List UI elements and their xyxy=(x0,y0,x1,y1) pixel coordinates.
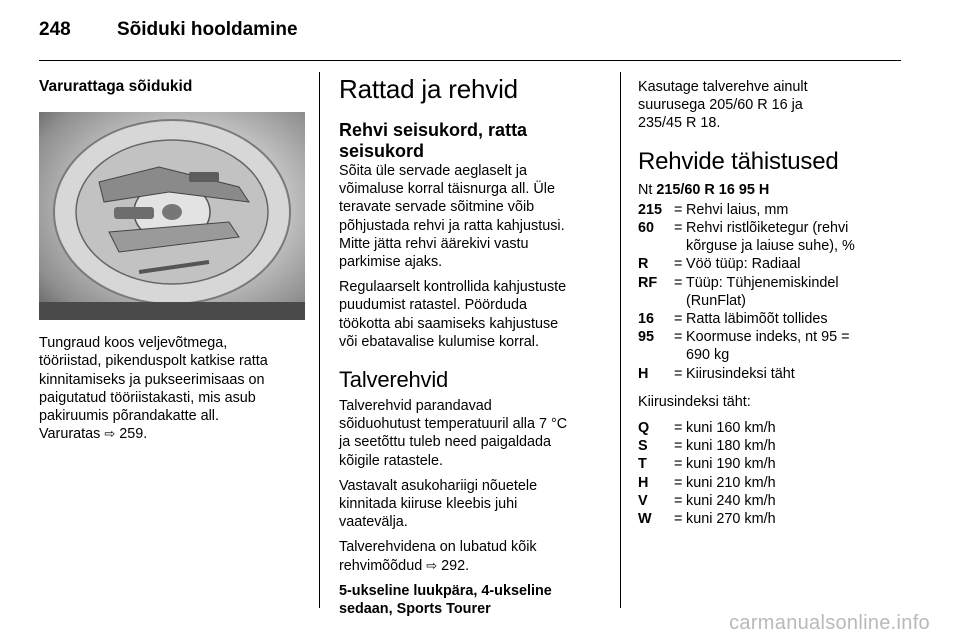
definition-desc xyxy=(686,274,908,310)
ref-page: 292. xyxy=(441,557,470,574)
definition-desc xyxy=(686,310,908,328)
paragraph-winter-sizes xyxy=(638,78,908,133)
p-line: kinnitada kiiruse kleebis juhi xyxy=(339,496,518,513)
p-line: Sõita üle servade aeglaselt ja xyxy=(339,163,527,179)
spare-wheel-heading: Varurattaga sõidukid xyxy=(39,78,193,95)
speed-row xyxy=(638,510,908,528)
equals-sign: = xyxy=(674,256,683,273)
ref-arrow-icon: ⇨ xyxy=(426,557,438,573)
speed-term: W xyxy=(638,511,652,528)
desc-line: Kiirusindeksi täht xyxy=(686,365,795,382)
markings-definition-list xyxy=(638,201,908,383)
p-line: Mitte jätta rehvi äärekivi vastu xyxy=(339,235,529,252)
definition-row xyxy=(638,201,908,219)
section-title: Rattad ja rehvid xyxy=(339,74,518,104)
p-line: teravate servade sõitmine võib xyxy=(339,199,535,216)
definition-desc xyxy=(686,365,908,383)
cross-reference[interactable] xyxy=(39,425,307,443)
speed-row xyxy=(638,492,908,510)
column-divider-2 xyxy=(620,72,621,608)
p-line: puudumist ratastel. Pöörduda xyxy=(339,297,527,314)
equals-sign: = xyxy=(674,201,683,218)
ref-page: 259. xyxy=(119,426,148,443)
equals-sign: = xyxy=(674,329,683,346)
p-line: Regulaarselt kontrollida kahjustuste xyxy=(339,279,567,296)
definition-desc xyxy=(686,201,908,219)
condition-subtitle: Rehvi seisukord, ratta seisukord xyxy=(339,120,528,161)
definition-term: 215 xyxy=(638,201,663,218)
p-line: parkimise ajaks. xyxy=(339,254,443,271)
speed-index-list xyxy=(638,419,908,528)
equals-sign: = xyxy=(674,365,683,382)
equals-sign: = xyxy=(674,311,683,328)
desc-line: 690 kg xyxy=(686,347,730,364)
p-line: Kasutage talverehve ainult xyxy=(638,79,808,95)
speed-desc: kuni 270 km/h xyxy=(686,511,776,528)
speed-row xyxy=(638,437,908,455)
definition-row xyxy=(638,310,908,328)
header-rule xyxy=(39,60,901,61)
desc-line: Tüüp: Tühjenemiskindel xyxy=(686,274,839,291)
speed-term: T xyxy=(638,456,647,473)
desc-line: (RunFlat) xyxy=(686,292,746,309)
paragraph-edges xyxy=(339,162,609,271)
speed-desc: kuni 240 km/h xyxy=(686,492,776,509)
speed-desc: kuni 180 km/h xyxy=(686,438,776,455)
definition-term: 95 xyxy=(638,329,655,346)
speed-term: H xyxy=(638,474,649,491)
body-types-subheading xyxy=(339,582,609,618)
speed-term: Q xyxy=(638,420,650,437)
caption-line: kinnitamiseks ja pukseerimisaas on xyxy=(39,371,265,388)
speed-term: S xyxy=(638,438,648,455)
sub-line: sedaan, Sports Tourer xyxy=(339,601,491,618)
p-line: sõiduohutust temperatuuril alla 7 °C xyxy=(339,416,568,433)
desc-line: kõrguse ja laiuse suhe), % xyxy=(686,238,855,255)
p-line: 235/45 R 18. xyxy=(638,115,721,132)
example-prefix: Nt xyxy=(638,181,653,198)
caption-line: paigutatud tööriistakasti, mis asub xyxy=(39,389,256,406)
equals-sign: = xyxy=(674,492,683,509)
watermark-text: carmanualsonline.info xyxy=(729,612,930,634)
equals-sign: = xyxy=(674,474,683,491)
ref-arrow-icon: ⇨ xyxy=(104,426,116,442)
definition-row xyxy=(638,328,908,364)
definition-row xyxy=(638,219,908,255)
example-line xyxy=(638,181,908,199)
speed-row xyxy=(638,474,908,492)
equals-sign: = xyxy=(674,220,683,237)
speed-desc: kuni 190 km/h xyxy=(686,456,776,473)
p-line: või ebatavalise kulumise korral. xyxy=(339,333,539,350)
p-line: suurusega 205/60 R 16 ja xyxy=(638,97,803,114)
equals-sign: = xyxy=(674,438,683,455)
column-3 xyxy=(638,78,908,534)
ref-text: Varuratas xyxy=(39,426,101,443)
paragraph-speed-sticker xyxy=(339,477,609,532)
speed-desc: kuni 210 km/h xyxy=(686,474,776,491)
speed-term: V xyxy=(638,492,648,509)
equals-sign: = xyxy=(674,420,683,437)
column-2 xyxy=(339,74,609,618)
speed-row xyxy=(638,419,908,437)
desc-line: Ratta läbimõõt tollides xyxy=(686,311,828,328)
equals-sign: = xyxy=(674,456,683,473)
sub-line: 5-ukseline luukpära, 4-ukseline xyxy=(339,582,552,599)
p-line: võimaluse korral täisnurga all. Üle xyxy=(339,181,555,198)
definition-row xyxy=(638,255,908,273)
paragraph-inspection xyxy=(339,278,609,351)
speed-desc: kuni 160 km/h xyxy=(686,420,776,437)
desc-line: Rehvi ristlõiketegur (rehvi xyxy=(686,220,849,237)
speed-row xyxy=(638,455,908,473)
definition-desc xyxy=(686,328,908,364)
paragraph-winter xyxy=(339,397,609,470)
definition-desc xyxy=(686,255,908,273)
p-line: Talverehvidena on lubatud kõik xyxy=(339,539,537,556)
speed-index-heading: Kiirusindeksi täht: xyxy=(638,393,751,410)
caption-line: pakiruumis põrandakatte all. xyxy=(39,408,219,425)
definition-term: 16 xyxy=(638,311,655,328)
p-line: Vastavalt asukohariigi nõuetele xyxy=(339,477,538,494)
p-line: kõigile ratastele. xyxy=(339,452,443,469)
example-code: 215/60 R 16 95 H xyxy=(656,181,770,198)
ref-text: rehvimõõdud xyxy=(339,557,423,574)
paragraph-sizes xyxy=(339,538,609,574)
definition-term: H xyxy=(638,365,649,382)
desc-line: Koormuse indeks, nt 95 = xyxy=(686,329,850,346)
column-1 xyxy=(39,70,307,443)
definition-term: RF xyxy=(638,274,658,291)
definition-term: R xyxy=(638,256,649,273)
p-line: töökotta abi saamiseks kahjustuse xyxy=(339,315,559,332)
column-divider-1 xyxy=(319,72,320,608)
p-line: vaatevälja. xyxy=(339,514,408,531)
definition-row xyxy=(638,365,908,383)
photo-caption xyxy=(39,334,307,443)
caption-line: tööriistad, pikenduspolt katkise ratta xyxy=(39,353,268,370)
tyre-markings-title: Rehvide tähistused xyxy=(638,147,839,175)
winter-tyres-title: Talverehvid xyxy=(339,367,449,393)
page-number: 248 xyxy=(39,19,71,40)
definition-row xyxy=(638,274,908,310)
spare-wheel-photo xyxy=(39,112,305,320)
equals-sign: = xyxy=(674,511,683,528)
cross-reference[interactable] xyxy=(339,558,469,574)
p-line: ja seetõttu tuleb need paigaldada xyxy=(339,434,552,451)
desc-line: Rehvi laius, mm xyxy=(686,201,789,218)
p-line: põhjustada rehvi ja ratta kahjustusi. xyxy=(339,217,565,234)
definition-desc xyxy=(686,219,908,255)
definition-term: 60 xyxy=(638,220,655,237)
p-line: Talverehvid parandavad xyxy=(339,398,492,415)
equals-sign: = xyxy=(674,274,683,291)
page-title: Sõiduki hooldamine xyxy=(117,19,298,40)
desc-line: Vöö tüüp: Radiaal xyxy=(686,256,801,273)
caption-line: Tungraud koos veljevõtmega, xyxy=(39,335,228,352)
